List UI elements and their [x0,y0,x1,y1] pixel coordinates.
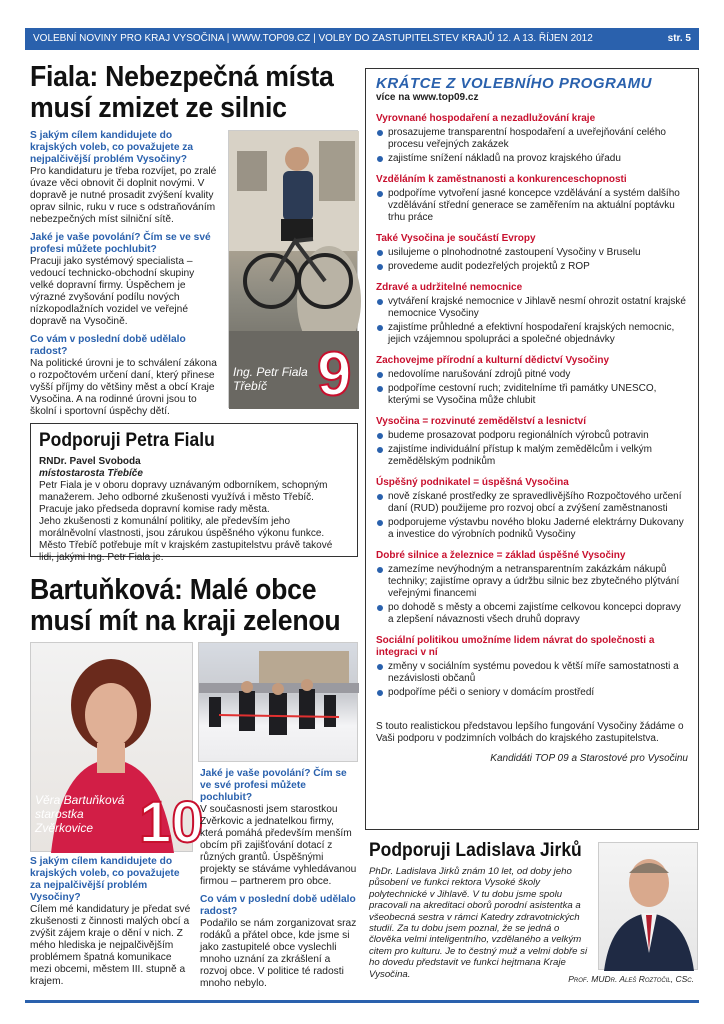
program-section-list [376,491,688,541]
program-section-list [376,661,688,699]
fiala-caption-town: Třebíč [233,379,268,393]
fiala-candidate-number: 9 [317,340,352,409]
bartunkova-answer-1: Cílem mé kandidatury je předat své zkušenosti z činnosti malých obcí a zvýšit zájem kraje o dění v nich. Z mého hlediska je nejpalčivějším problémem špatná komunikace mezi obcemi, městem III. stupně a krajem. [30,904,191,987]
support-fiala-role: místostarosta Třebíče [39,468,143,479]
program-section-heading: Také Vysočina je součástí Evropy [376,233,536,244]
support-fiala-title: Podporuji Petra Fialu [39,430,215,451]
page-header [25,28,699,50]
program-signature: Kandidáti TOP 09 a Starostové pro Vysočinu [490,753,688,764]
program-section-list [376,369,688,407]
bartunkova-candidate-number: 10 [139,790,204,855]
bartunkova-caption-town: Zvěrkovice [35,821,94,835]
program-box [365,68,699,830]
program-bullet-item: zamezíme nevýhodným a netransparentním zakázkám nákupů techniky; zajistíme opravy a údržbu silnic bez zbytečného plýtvání veřejnými financemi [376,564,688,600]
program-bullet-item: podporujeme výstavbu nového bloku Jaderné elektrárny Dukovany a investice do výrobních podniků Vysočiny [376,517,688,541]
fiala-article-text [30,130,220,418]
bartunkova-article-left [30,856,193,988]
program-section-heading: Vyrovnané hospodaření a nezadlužování kraje [376,113,596,124]
header-text: VOLEBNÍ NOVINY PRO KRAJ VYSOČINA | WWW.TOP09.CZ | VOLBY DO ZASTUPITELSTEV KRAJŮ 12. A 13. ŘÍJEN 2012 [33,33,593,44]
support-jirku-text: PhDr. Ladislava Jirků znám 10 let, od doby jeho působení ve funkci rektora Vysoké školy polytechnické v Jihlavě. V tu dobu jsme spolu pracovali na akreditaci oborů porodní asistentka a všeobecná sestra v rámci Katedry zdravotnických studií. Za tu dobu jsem poznal, že se jedná o člověka velmi inteligentního, vzdělaného a velkým citem pro kulturu. Je to čestný muž a velmi dobře si ho dovedu představit ve funkci hejtmana Kraje Vysočina. [369,866,588,980]
program-section-heading: Sociální politikou umožníme lidem návrat do společnosti a integraci v ní [376,635,655,658]
program-bullet-item: vytváření krajské nemocnice v Jihlavě nesmí ohrozit ostatní krajské nemocnice Vysočiny [376,296,688,320]
program-bullet-item: usilujeme o plnohodnotné zastoupení Vysočiny v Bruselu [376,247,688,259]
program-bullet-item: nově získané prostředky ze spravedlivějšího Rozpočtového určení daní (RUD) použijeme pro rozvoj obcí a zvýšení zaměstnanosti [376,491,688,515]
bartunkova-answer-2: V současnosti jsem starostkou Zvěrkovic a jednatelkou firmy, která pomáhá především menším obcím při zajišťování dotací z různých grantů. Úspěšnými projekty se stáváme vyhledávanou firmou – partnerem pro obce. [200,804,357,887]
program-bullet-item: zajistíme snížení nákladů na provoz krajského úřadu [376,153,688,165]
fiala-question-2: Jaké je vaše povolání? Čím se ve své profesi můžete pochlubit? [30,232,211,255]
program-section-list [376,296,688,346]
support-fiala-box [30,423,358,563]
page-number: str. 5 [667,33,691,44]
bartunkova-headline: Bartuňková: Malé obce musí mít na kraji zelenou [30,574,341,637]
program-bullet-item: provedeme audit podezřelých projektů z ROP [376,261,688,273]
program-bullet-item: budeme prosazovat podporu regionálních výrobců potravin [376,430,688,442]
ceremony-illustration [199,643,359,763]
bartunkova-article-right [200,768,358,990]
program-section-list [376,247,688,273]
program-bullet-item: podpoříme vytvoření jasné koncepce vzdělávání a systém dalšího vzdělávání střední generace se zaměřením na aktuální poptávku trhu práce [376,188,688,224]
program-bullet-item: podpoříme cestovní ruch; zviditelníme tři památky UNESCO, kterými se Vysočina může chlubit [376,383,688,407]
program-section-heading: Úspěšný podnikatel = úspěšná Vysočina [376,477,569,488]
program-section-heading: Zdravé a udržitelné nemocnice [376,282,523,293]
bartunkova-caption-role: starostka [35,807,84,821]
support-jirku-title: Podporuji Ladislava Jirků [369,840,582,861]
program-section-heading: Zachovejme přírodní a kulturní dědictví Vysočiny [376,355,610,366]
bartunkova-question-1: S jakým cílem kandidujete do krajských voleb, co považujete za nejpalčivější problém Vysočiny? [30,856,180,903]
support-fiala-text: Petr Fiala je v oboru dopravy uznávaným odborníkem, schopným manažerem. Jeho odborné zkušenosti využívá i město Třebíč. Pracuje jako předseda dopravní komise rady města. Jeho zkušenosti z komunální politiky, ale především jeho morálněvolní vlastnosti, jsou zárukou úspěšného výkonu funkce. Město Třebíč potřebuje mít v krajském zastupitelstvu právě takové lidi, jakými Ing. Petr Fiala je. [39,480,333,563]
roztocil-photo [598,842,698,970]
program-bullet-item: zajistíme průhledné a efektivní hospodaření krajských nemocnic, jejich vzájemnou spolupráci a společné objednávky [376,322,688,346]
program-bullet-item: prosazujeme transparentní hospodaření a uveřejňování celého procesu veřejných zakázek [376,127,688,151]
fiala-photo [228,130,358,408]
program-section-list [376,127,688,165]
program-bullet-item: zajistíme individuální přístup k malým zemědělcům i velkým zemědělským podnikům [376,444,688,468]
bartunkova-photo [30,642,204,855]
footer-rule [25,1000,699,1003]
program-section-heading: Vysočina = rozvinuté zemědělství a lesnictví [376,416,586,427]
program-closing: S touto realistickou představou lepšího fungování Vysočiny žádáme o Vaši podporu v podzimních volbách do krajského zastupitelstva. [376,721,684,744]
fiala-answer-2: Pracuji jako systémový specialista – vedoucí technicko-obchodní skupiny velké dopravní firmy. Úspěchem je výrazné zvyšování podílu nových nízkopodlažních vozidel ve veřejné dopravě na Vysočině. [30,256,195,327]
program-bullet-item: po dohodě s městy a obcemi zajistíme celkovou koncepci dopravy a zlepšení návaznosti všech druhů dopravy [376,602,688,626]
man-portrait-illustration [599,843,699,971]
program-bullet-item: podpoříme péči o seniory v domácím prostředí [376,687,688,699]
support-fiala-author: RNDr. Pavel Svoboda [39,456,141,467]
program-title: KRÁTCE Z VOLEBNÍHO PROGRAMU [376,75,652,92]
fiala-answer-3: Na politické úrovni je to schválení zákona o rozpočtovém určení daní, který přinese vyšší příjmy do většiny měst a obcí Kraje Vysočina. A na rodinné úrovni jsou to školní i sportovní úspěchy dětí. [30,358,217,417]
bartunkova-caption-name: Věra Bartuňková [35,793,125,807]
program-section-list [376,564,688,626]
fiala-caption-name: Ing. Petr Fiala [233,365,308,379]
fiala-question-3: Co vám v poslední době udělalo radost? [30,334,186,357]
program-section-heading: Dobré silnice a železnice = základ úspěšné Vysočiny [376,550,626,561]
fiala-headline: Fiala: Nebezpečná místa musí zmizet ze silnic [30,61,334,124]
ribbon-cutting-photo [198,642,358,762]
bartunkova-question-2: Jaké je vaše povolání? Čím se ve své profesi můžete pochlubit? [200,768,347,803]
program-section-heading: Vzděláním k zaměstnanosti a konkurenceschopnosti [376,174,627,185]
program-section-list [376,430,688,468]
program-subtitle: více na www.top09.cz [376,92,479,103]
program-bullet-item: nedovolíme narušování zdrojů pitné vody [376,369,688,381]
support-jirku-signature: Prof. MUDr. Aleš Roztočil, CSc. [568,974,694,984]
bartunkova-answer-3: Podařilo se nám zorganizovat sraz rodáků a přátel obce, kde jsme si jako zastupitelé obce vyslechli mnoho uznání za zkrášlení a rozvoj obce. V politice té radosti mnoho nebylo. [200,918,357,989]
bartunkova-question-3: Co vám v poslední době udělalo radost? [200,894,356,917]
program-bullet-item: změny v sociálním systému povedou k větší míře samostatnosti a nezávislosti občanů [376,661,688,685]
fiala-question-1: S jakým cílem kandidujete do krajských voleb, co považujete za nejpalčivější problém Vysočiny? [30,130,194,165]
program-sections [376,113,688,699]
fiala-answer-1: Pro kandidaturu je třeba rozvíjet, po zralé úvaze věci obnovit či doplnit novými. V dopravě je nutné prosadit zvýšení kvality oprav silnic, ruku v ruce s odstraňováním nebezpečných míst silniční sítě. [30,166,217,225]
program-section-list [376,188,688,224]
